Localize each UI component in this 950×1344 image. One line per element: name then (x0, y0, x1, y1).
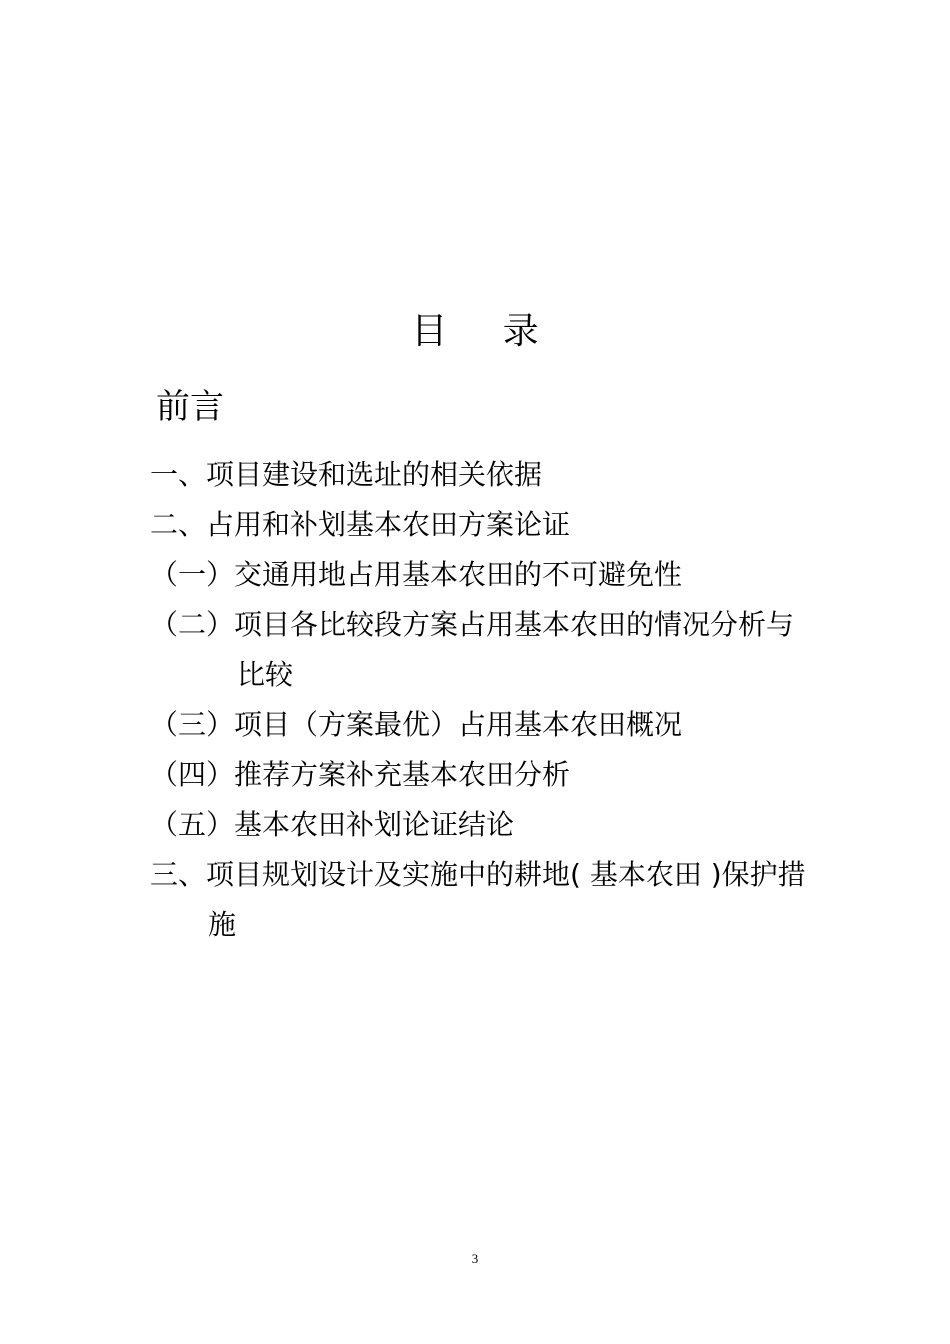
toc-preface: 前言 (156, 387, 224, 427)
toc-entry-3: 三、项目规划设计及实施中的耕地( 基本农田 )保护措 (150, 858, 806, 891)
toc-entry-2-2: （二）项目各比较段方案占用基本农田的情况分析与 (150, 608, 795, 641)
page-number: 3 (471, 1251, 479, 1266)
toc-entry-2: 二、占用和补划基本农田方案论证 (150, 508, 571, 541)
toc-entry-2-3: （三）项目（方案最优）占用基本农田概况 (150, 708, 683, 741)
toc-entry-2-4: （四）推荐方案补充基本农田分析 (150, 758, 571, 791)
toc-title: 目 录 (411, 311, 561, 352)
toc-entry-3-continued: 施 (208, 908, 237, 941)
toc-entry-2-1: （一）交通用地占用基本农田的不可避免性 (150, 558, 683, 591)
toc-entry-2-5: （五）基本农田补划论证结论 (150, 808, 515, 841)
toc-entry-2-2-continued: 比较 (237, 658, 294, 691)
toc-entry-1: 一、项目建设和选址的相关依据 (150, 458, 543, 491)
